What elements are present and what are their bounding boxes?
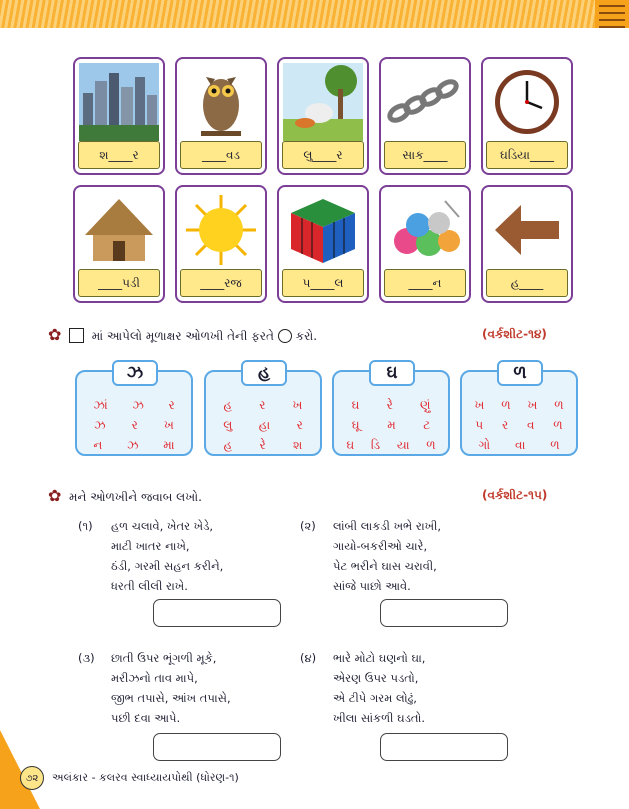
yarn-icon bbox=[385, 191, 465, 269]
letter-box-head: ઝ bbox=[112, 360, 158, 386]
riddle-4 bbox=[300, 648, 520, 730]
riddle-2 bbox=[300, 516, 520, 598]
riddle-line: ઠંડી, ગરમી સહન કરીને, bbox=[111, 559, 224, 573]
card-label: લુ____ર bbox=[282, 141, 364, 169]
riddle-3 bbox=[78, 648, 278, 730]
hut-icon bbox=[79, 191, 159, 269]
letter-cell[interactable]: ળ bbox=[550, 438, 560, 452]
letter-cell[interactable]: ર bbox=[131, 418, 138, 432]
riddle-number: (૨) bbox=[300, 519, 316, 533]
page-number: ૭૨ bbox=[20, 766, 44, 790]
section1-instruction: માં આપેલો મૂળાક્ષર ઓળખી તેની ફરતે bbox=[91, 329, 274, 343]
section2-instruction: મને ઓળખીને જવાબ લખો. bbox=[69, 490, 202, 504]
clock-icon bbox=[487, 63, 567, 141]
letter-box bbox=[460, 363, 578, 456]
square-icon bbox=[69, 328, 84, 343]
letter-cell[interactable]: ન bbox=[93, 438, 103, 452]
letter-cell[interactable]: ર bbox=[296, 418, 303, 432]
letter-cell[interactable]: ખ bbox=[164, 418, 174, 432]
letter-cell[interactable]: પ bbox=[475, 418, 484, 432]
letter-cell[interactable]: ટ bbox=[423, 418, 431, 432]
letter-box bbox=[75, 363, 193, 456]
riddle-line: મરીઝનો તાવ માપે, bbox=[111, 671, 198, 685]
letter-cell[interactable]: ળ bbox=[553, 418, 563, 432]
flower-icon: ✿ bbox=[48, 325, 62, 344]
section1-heading bbox=[48, 325, 317, 344]
letter-cell[interactable]: ઝ bbox=[94, 418, 106, 432]
letter-cell[interactable]: ખ bbox=[292, 398, 303, 412]
letter-cell[interactable]: ઝ bbox=[132, 398, 144, 412]
top-banner bbox=[0, 0, 629, 28]
riddle-number: (૩) bbox=[78, 651, 95, 665]
cube-icon bbox=[283, 191, 363, 269]
footer bbox=[20, 766, 239, 790]
card-arrow bbox=[481, 185, 573, 303]
card-label: ____વડ bbox=[180, 141, 262, 169]
letter-cell[interactable]: ઘ bbox=[346, 438, 355, 452]
letter-box-head: ઘ bbox=[369, 360, 415, 386]
letter-cell[interactable]: ર bbox=[168, 398, 175, 412]
letter-cell[interactable]: ડિ bbox=[370, 438, 381, 452]
owl-icon bbox=[181, 63, 261, 141]
arrow-icon bbox=[487, 191, 567, 269]
book-title: અલંકાર - કલરવ સ્વાધ્યાયપોથી (ધોરણ-૧) bbox=[52, 771, 239, 784]
letter-cell[interactable]: હ bbox=[223, 398, 233, 412]
card-clock bbox=[481, 57, 573, 175]
letter-cell[interactable]: ખ bbox=[527, 398, 538, 412]
riddle-line: એરણ ઉપર પડતો, bbox=[333, 671, 419, 685]
letter-cell[interactable]: હ bbox=[223, 438, 233, 452]
answer-box-1[interactable] bbox=[153, 599, 281, 627]
card-city bbox=[73, 57, 165, 175]
card-yarn bbox=[379, 185, 471, 303]
card-label: પ____લ bbox=[282, 269, 364, 297]
letter-box bbox=[204, 363, 322, 456]
riddle-line: માટી ખાતર નાખે, bbox=[111, 539, 190, 553]
card-label: ઘડિયા____ bbox=[486, 141, 568, 169]
letter-cell[interactable]: રે bbox=[386, 398, 393, 412]
letter-cell[interactable]: મા bbox=[163, 438, 175, 452]
letter-cell[interactable]: યા bbox=[396, 438, 410, 452]
section1-instruction-end: કરો. bbox=[295, 329, 318, 343]
letter-cell[interactable]: હા bbox=[258, 418, 271, 432]
letter-cell[interactable]: વ bbox=[526, 418, 535, 432]
letter-cell[interactable]: ખ bbox=[474, 398, 485, 412]
letter-box-head: હ bbox=[241, 360, 287, 386]
riddle-line: છાતી ઉપર ભૂંગળી મૂકે, bbox=[111, 651, 217, 665]
riddle-line: ધરતી લીલી રાખે. bbox=[111, 579, 188, 593]
answer-box-2[interactable] bbox=[380, 599, 508, 627]
fox-icon bbox=[283, 63, 363, 141]
card-label: ____ન bbox=[384, 269, 466, 297]
card-sun bbox=[175, 185, 267, 303]
letter-cell[interactable]: ળ bbox=[501, 398, 511, 412]
worksheet-14: (વર્કશીટ-૧૪) bbox=[482, 327, 547, 341]
riddle-line: ખીલા સાંકળી ઘડતો. bbox=[333, 711, 426, 725]
card-label: ____રજ bbox=[180, 269, 262, 297]
riddle-line: પછી દવા આપે. bbox=[111, 711, 181, 725]
riddle-line: ભારે મોટો ઘણનો ઘા, bbox=[333, 651, 426, 665]
riddle-1 bbox=[78, 516, 278, 598]
card-chain bbox=[379, 57, 471, 175]
sun-icon bbox=[181, 191, 261, 269]
letter-cell[interactable]: ળ bbox=[554, 398, 564, 412]
page-tab bbox=[595, 0, 629, 28]
letter-cell[interactable]: મ bbox=[387, 418, 396, 432]
card-owl bbox=[175, 57, 267, 175]
answer-box-3[interactable] bbox=[153, 733, 281, 761]
city-icon bbox=[79, 63, 159, 141]
circle-icon bbox=[278, 329, 292, 343]
riddle-line: લાંબી લાકડી ખભે રાખી, bbox=[333, 519, 442, 533]
card-hut bbox=[73, 185, 165, 303]
card-cube bbox=[277, 185, 369, 303]
letter-cell[interactable]: વા bbox=[514, 438, 526, 452]
riddle-line: સાંજે પાછો આવે. bbox=[333, 579, 411, 593]
flower-icon: ✿ bbox=[48, 486, 62, 505]
riddle-line: ગાયો-બકરીઓ ચારે, bbox=[333, 539, 428, 553]
riddle-number: (૧) bbox=[78, 519, 93, 533]
letter-cell[interactable]: ર bbox=[501, 418, 509, 432]
riddle-line: એ ટીપે ગરમ લોઢું, bbox=[333, 691, 417, 705]
letter-cell[interactable]: ઝ bbox=[127, 438, 139, 452]
section2-heading bbox=[48, 486, 202, 505]
riddle-line: હળ ચલાવે, ખેતર ખેડે, bbox=[111, 519, 214, 533]
card-fox bbox=[277, 57, 369, 175]
card-label: સાક____ bbox=[384, 141, 466, 169]
riddle-line: જીભ તપાસે, આંખ તપાસે, bbox=[111, 691, 231, 705]
letter-cell[interactable]: શ bbox=[293, 438, 303, 452]
letter-cell[interactable]: ગો bbox=[478, 438, 491, 452]
card-label: હ____ bbox=[486, 269, 568, 297]
riddle-number: (૪) bbox=[300, 651, 317, 665]
letter-cell[interactable]: લુ bbox=[223, 418, 233, 432]
letter-cell[interactable]: ળ bbox=[426, 438, 436, 452]
card-label: શ____ર bbox=[78, 141, 160, 169]
letter-cell[interactable]: ર bbox=[259, 398, 266, 412]
letter-cell[interactable]: ઘ bbox=[351, 398, 360, 412]
worksheet-15: (વર્કશીટ-૧૫) bbox=[482, 488, 548, 502]
answer-box-4[interactable] bbox=[380, 733, 508, 761]
letter-cell[interactable]: ણું bbox=[419, 398, 431, 412]
chain-icon bbox=[385, 63, 465, 141]
riddle-line: પેટ ભરીને ઘાસ ચરાવી, bbox=[333, 559, 437, 573]
letter-cell[interactable]: ઝાં bbox=[93, 398, 108, 412]
letter-cell[interactable]: રે bbox=[259, 438, 266, 452]
letter-box bbox=[332, 363, 450, 456]
letter-box-head: ળ bbox=[497, 360, 543, 386]
letter-cell[interactable]: ઘૂ bbox=[351, 418, 360, 432]
card-label: ____પડી bbox=[78, 269, 160, 297]
